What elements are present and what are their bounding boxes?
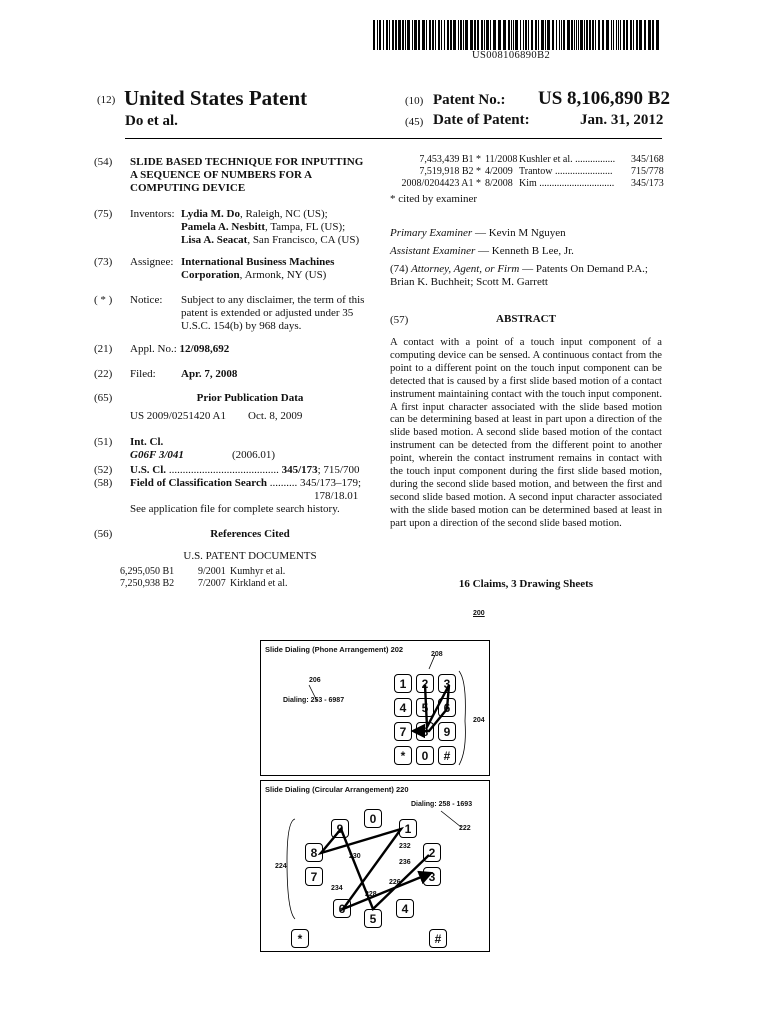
key-8[interactable]: 8 [416,722,434,741]
barcode-bar [567,20,570,50]
ref-208: 208 [431,651,443,658]
left-references [120,566,287,590]
title-code: (54) [94,156,113,168]
reference-row: 6,295,050 B1 9/2001 Kumhyr et al. [120,566,286,577]
ref-232: 232 [399,843,411,850]
circular-slide-line [321,829,431,909]
barcode-bar [613,20,614,50]
field-of-search-2: 178/18.01 [314,490,359,502]
filed-date: Apr. 7, 2008 [181,368,238,380]
barcode-bar [412,20,413,50]
barcode-bar [498,20,501,50]
assistant-examiner: Assistant Examiner — Kenneth B Lee, Jr. [390,245,574,257]
barcode [373,20,663,50]
ref-228: 228 [365,891,377,898]
reference-row: 2008/0204423 A1 * 8/2008 Kim .............................. 345/173 [401,178,664,189]
inventor-short: Do et al. [125,113,178,129]
key-hash[interactable]: # [438,746,456,765]
barcode-bar [513,20,514,50]
barcode-bar [379,20,381,50]
barcode-bar [398,20,401,50]
document-type: United States Patent [124,86,308,110]
patent-number: US 8,106,890 B2 [538,88,670,109]
barcode-bar [538,20,539,50]
ref-222: 222 [459,825,471,832]
barcode-bar [559,20,560,50]
barcode-bar [656,20,659,50]
barcode-bar [574,20,575,50]
circ-key-2[interactable]: 2 [423,843,441,862]
date-code: (45) [405,116,424,128]
barcode-bar [648,20,651,50]
cited-by-examiner: * cited by examiner [390,193,478,205]
barcode-bar [474,20,476,50]
ref-204: 204 [473,717,485,724]
ref-206: 206 [309,677,321,684]
barcode-bar [458,20,459,50]
barcode-bar [453,20,456,50]
us-classification: U.S. Cl. ........................................ 345/173; 715/700 [130,464,360,476]
kind-code: (12) [97,94,116,106]
circ-key-8[interactable]: 8 [305,843,323,862]
barcode-bar [481,20,483,50]
barcode-bar [477,20,479,50]
barcode-bar [392,20,394,50]
prior-publication-date: Oct. 8, 2009 [248,410,303,422]
barcode-bar [620,20,621,50]
prior-code: (65) [94,392,113,404]
barcode-bar [422,20,425,50]
barcode-bar [633,20,634,50]
phone-slide-line [413,685,449,731]
ref-236: 236 [399,859,411,866]
reference-row: 7,250,938 B2 7/2007 Kirkland et al. [120,578,288,589]
barcode-bar [616,20,617,50]
barcode-bar [515,20,518,50]
intcl-class: G06F 3/041 [130,449,184,461]
barcode-bar [395,20,397,50]
barcode-bar [414,20,417,50]
barcode-bar [405,20,406,50]
barcode-bar [626,20,628,50]
patent-no-code: (10) [405,95,424,107]
barcode-bar [578,20,579,50]
field-of-search: Field of Classification Search .......... 345/173–179; [130,477,362,489]
barcode-bar [486,20,489,50]
assignee-label: Assignee: [130,256,174,268]
circ-key-3[interactable]: 3 [423,867,441,886]
barcode-bar [644,20,646,50]
uscl-code: (52) [94,464,113,476]
assignee: International Business Machines Corporation, Armonk, NY (US) [181,256,335,281]
circ-key-hash[interactable]: # [429,929,447,948]
barcode-bar [418,20,420,50]
circ-key-0[interactable]: 0 [364,809,382,828]
refs-code: (56) [94,528,113,540]
notice-label: Notice: [130,294,163,306]
barcode-bar [402,20,404,50]
key-4[interactable]: 4 [394,698,412,717]
ref-234: 234 [331,885,343,892]
barcode-bar [508,20,510,50]
barcode-bar [463,20,464,50]
key-2[interactable]: 2 [416,674,434,693]
abstract-text: A contact with a point of a touch input component of a computing device can be sensed. A continuous contact from the point to a different point on the touch input component can be detected that is caused by a first slide based motion of a contact instrument maintaining contact with the touch input component. A first input character associated with the slide based motion can be determining based at least in part upon a direction of the slide based motion. A second slide based motion of the contact instrument can be detected from the different point to another point, wherein the contact instrument remains in contact with the touch input component during the first slide based motion, during the second slide based motion, and between the first and second slide based motion. A second input character associated with the slide based motion can be determined based at least in part upon a direction of the second slide based motion. [390,337,662,529]
barcode-bar [493,20,496,50]
field-code: (58) [94,477,113,489]
attorney: (74) Attorney, Agent, or Firm — Patents On Demand P.A.; Brian K. Buchheit; Scott M. Garrett [390,263,648,288]
prior-publication-heading: Prior Publication Data [196,392,304,404]
ref-230: 230 [349,853,361,860]
leader-222 [441,811,461,827]
barcode-bar [377,20,378,50]
ref-226: 226 [389,879,401,886]
barcode-bar [511,20,512,50]
barcode-bar [429,20,431,50]
inventors-list: Lydia M. Do, Raleigh, NC (US); Pamela A. Nesbitt, Tampa, FL (US); Lisa A. Seacat, San Francisco, CA (US) [181,208,360,246]
circ-key-1[interactable]: 1 [399,819,417,838]
key-7[interactable]: 7 [394,722,412,741]
barcode-bar [545,20,546,50]
barcode-bar [630,20,632,50]
barcode-bar [541,20,544,50]
inventors-label: Inventors: [130,208,175,220]
bracket-224 [287,819,295,919]
key-9[interactable]: 9 [438,722,456,741]
key-star[interactable]: * [394,746,412,765]
barcode-bar [586,20,588,50]
barcode-bar [407,20,410,50]
application-number: Appl. No.: 12/098,692 [130,343,230,355]
barcode-bar [523,20,524,50]
reference-row: 7,519,918 B2 * 4/2009 Trantow ....................... 715/778 [419,166,664,177]
leader-206 [309,685,317,701]
circ-key-5[interactable]: 5 [364,909,382,928]
barcode-bar [435,20,436,50]
barcode-bar [563,20,565,50]
primary-examiner: Primary Examiner — Kevin M Nguyen [390,227,566,239]
intcl-code: (51) [94,436,113,448]
prior-publication-number: US 2009/0251420 A1 [130,410,226,422]
inventors-code: (75) [94,208,113,220]
barcode-bar [595,20,596,50]
barcode-bar [432,20,434,50]
barcode-bar [535,20,537,50]
barcode-bar [383,20,384,50]
us-patent-documents: U.S. PATENT DOCUMENTS [183,550,317,562]
barcode-bar [373,20,375,50]
key-1[interactable]: 1 [394,674,412,693]
publication-number: US008106890B2 [472,50,551,61]
claims-count: 16 Claims, 3 Drawing Sheets [458,578,594,590]
references-heading: References Cited [210,528,290,540]
circ-key-6[interactable]: 6 [333,899,351,918]
barcode-bar [576,20,577,50]
barcode-bar [592,20,594,50]
barcode-bar [426,20,427,50]
notice-code: ( * ) [94,294,113,306]
barcode-bar [528,20,529,50]
reference-row: 7,453,439 B1 * 11/2008 Kushler et al. ................ 345/168 [419,154,664,165]
barcode-bar [441,20,442,50]
circ-key-9[interactable]: 9 [331,819,349,838]
barcode-bar [470,20,473,50]
barcode-bar [589,20,591,50]
circ-key-4[interactable]: 4 [396,899,414,918]
filed-code: (22) [94,368,113,380]
barcode-bar [520,20,521,50]
barcode-bar [552,20,554,50]
ref-224: 224 [275,863,287,870]
abstract-heading: ABSTRACT [496,313,556,325]
barcode-bar [460,20,462,50]
circ-key-7[interactable]: 7 [305,867,323,886]
key-6[interactable]: 6 [438,698,456,717]
barcode-bar [447,20,449,50]
barcode-bar [639,20,642,50]
barcode-bar [571,20,573,50]
barcode-bar [503,20,506,50]
leader-208 [429,655,435,669]
panel2-title: Slide Dialing (Circular Arrangement) 220 [265,785,409,794]
barcode-bar [438,20,440,50]
header-rule [125,138,662,139]
key-5[interactable]: 5 [416,698,434,717]
circ-key-star[interactable]: * [291,929,309,948]
date-of-patent: Jan. 31, 2012 [580,112,664,128]
barcode-bar [531,20,533,50]
barcode-bar [598,20,600,50]
barcode-bar [602,20,604,50]
barcode-bar [561,20,562,50]
appl-code: (21) [94,343,113,355]
abstract-code: (57) [390,314,409,326]
date-label: Date of Patent: [433,112,530,128]
key-3[interactable]: 3 [438,674,456,693]
filed-label: Filed: [130,368,156,380]
intcl-label: Int. Cl. [130,436,164,448]
dialing-circular: Dialing: 258 - 1693 [411,801,473,808]
panel-phone-arrangement [260,640,490,776]
barcode-bar [636,20,638,50]
patent-no-label: Patent No.: [433,92,506,108]
barcode-bar [389,20,390,50]
barcode-bar [623,20,625,50]
notice-text: Subject to any disclaimer, the term of this patent is extended or adjusted under 35 U.S.C. 154(b) by 968 days. [181,294,365,332]
barcode-bar [490,20,491,50]
patent-title: SLIDE BASED TECHNIQUE FOR INPUTTING A SEQUENCE OF NUMBERS FOR A COMPUTING DEVICE [130,156,364,194]
barcode-bar [652,20,654,50]
panel1-title: Slide Dialing (Phone Arrangement) 202 [265,645,404,654]
barcode-bar [525,20,527,50]
barcode-bar [484,20,485,50]
phone-slide-paths [261,641,491,777]
circular-slide-paths [261,781,491,953]
barcode-bar [606,20,609,50]
assignee-code: (73) [94,256,113,268]
search-history-note: See application file for complete search history. [130,503,340,515]
right-references [397,154,664,190]
barcode-bar [465,20,468,50]
barcode-bar [556,20,557,50]
key-0[interactable]: 0 [416,746,434,765]
intcl-year: (2006.01) [232,449,276,461]
barcode-bar [580,20,583,50]
barcode-bar [547,20,550,50]
barcode-bar [450,20,452,50]
barcode-bar [618,20,619,50]
figure-ref-200: 200 [473,610,485,617]
barcode-bar [444,20,445,50]
bracket-204 [459,671,465,765]
barcode-bar [386,20,388,50]
barcode-bar [584,20,585,50]
dialing-phone: Dialing: 253 - 6987 [283,697,345,704]
panel-circular-arrangement [260,780,490,952]
barcode-bar [611,20,612,50]
